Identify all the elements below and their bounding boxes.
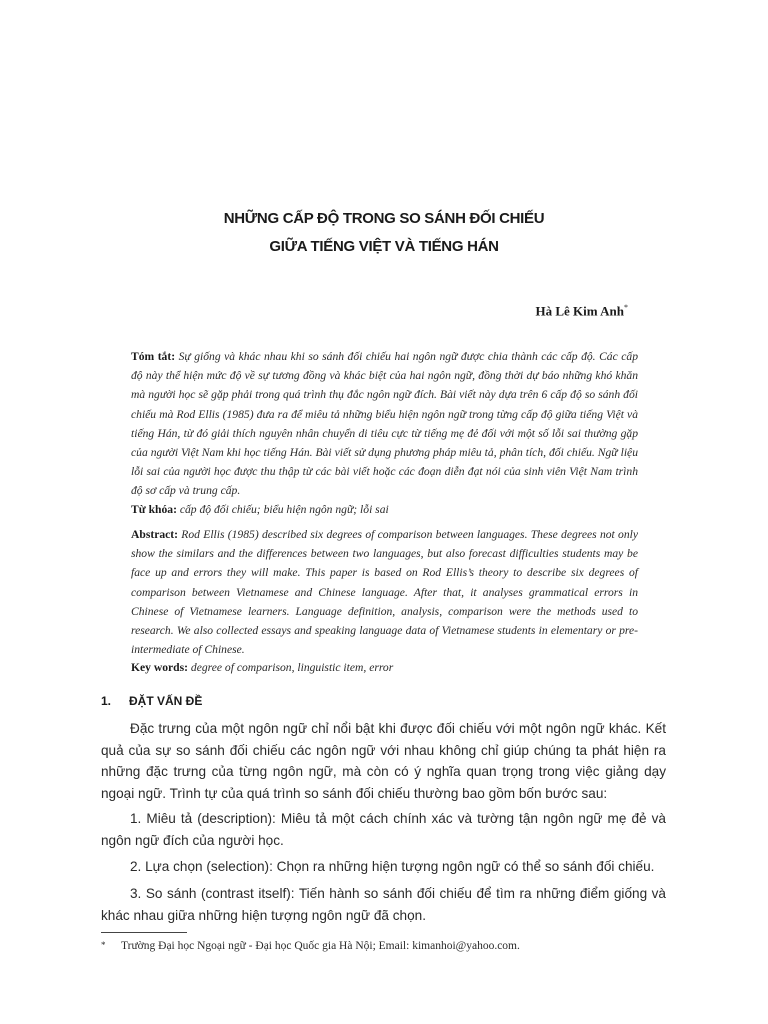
abstract-english bbox=[131, 525, 638, 659]
keywords-en-label: Key words: bbox=[131, 661, 188, 674]
body-paragraph-intro bbox=[101, 718, 666, 804]
keywords-english bbox=[131, 658, 638, 677]
footnote bbox=[101, 940, 671, 952]
abstract-vietnamese bbox=[131, 347, 638, 501]
section-title: ĐẶT VẤN ĐỀ bbox=[129, 694, 203, 708]
abstract-vi-text: Sự giống và khác nhau khi so sánh đối chiếu hai ngôn ngữ được chia thành các cấp độ. Các cấp độ này thể hiện mức độ về sự tương đồng và khác biệt của hai ngôn ngữ, đồng thời dự báo những khó khăn mà người học sẽ gặp phải trong quá trình thụ đắc ngôn ngữ đích. Bài viết này dựa trên 6 cấp độ so sánh đối chiếu mà Rod Ellis (1985) đưa ra để miêu tả những biểu hiện ngôn ngữ trong từng cấp độ giữa tiếng Việt và tiếng Hán, từ đó giải thích nguyên nhân chuyển di tiêu cực từ tiếng mẹ đẻ đối với một số lỗi sai thường gặp của người Việt Nam khi học tiếng Hán. Bài viết sử dụng phương pháp miêu tả, phân tích, đối chiếu. Ngữ liệu lỗi sai của người học được thu thập từ các bài viết hoặc các đoạn diễn đạt nói của sinh viên Việt Nam trình độ sơ cấp và trung cấp. bbox=[131, 350, 638, 498]
keywords-vi-label: Từ khóa: bbox=[131, 503, 177, 516]
list-item-1-text: 1. Miêu tả (description): Miêu tả một cách chính xác và tường tận ngôn ngữ mẹ đẻ và ngôn ngữ đích của người học. bbox=[101, 811, 666, 848]
list-item-selection bbox=[101, 856, 666, 878]
paper-title-line-1: NHỮNG CẤP ĐỘ TRONG SO SÁNH ĐỐI CHIẾU bbox=[223, 210, 545, 227]
author bbox=[536, 303, 629, 319]
list-item-3-text: 3. So sánh (contrast itself): Tiến hành so sánh đối chiếu để tìm ra những điểm giống và khác nhau giữa những hiện tượng ngôn ngữ đã chọn. bbox=[101, 886, 666, 923]
paper-title-line-2: GIỮA TIẾNG VIỆT VÀ TIẾNG HÁN bbox=[269, 238, 499, 255]
footnote-text: Trường Đại học Ngoại ngữ - Đại học Quốc gia Hà Nội; Email: kimanhoi@yahoo.com. bbox=[121, 940, 520, 952]
author-name: Hà Lê Kim Anh bbox=[535, 303, 624, 319]
list-item-2-text: 2. Lựa chọn (selection): Chọn ra những hiện tượng ngôn ngữ có thể so sánh đối chiếu. bbox=[130, 859, 655, 874]
keywords-en-text: degree of comparison, linguistic item, error bbox=[190, 661, 394, 674]
intro-text: Đặc trưng của một ngôn ngữ chỉ nổi bật khi được đối chiếu với một ngôn ngữ khác. Kết quả của sự so sánh đối chiếu các ngôn ngữ với nhau không chỉ giúp chúng ta phát hiện ra những đặc trưng của từng ngôn ngữ, mà còn có ý nghĩa quan trọng trong việc giảng dạy ngoại ngữ. Trình tự của quá trình so sánh đối chiếu thường bao gồm bốn bước sau: bbox=[101, 721, 666, 801]
abstract-vi-label: Tóm tắt: bbox=[131, 350, 176, 363]
section-heading bbox=[101, 694, 202, 708]
list-item-description bbox=[101, 808, 666, 851]
abstract-en-text: Rod Ellis (1985) described six degrees of comparison between languages. These degrees not only show the similars and the differences between two languages, but also forecast difficulties students may be face up and errors they will make. This paper is based on Rod Ellis’s theory to describe six degrees of comparison between Vietnamese and Chinese language. After that, it analyses grammatical errors in Chinese of Vietnamese learners. Language definition, analysis, comparison were the methods used to research. We also collected essays and speaking language data of Vietnamese students in elementary or pre-intermediate of Chinese. bbox=[131, 528, 638, 657]
keywords-vietnamese bbox=[131, 500, 638, 519]
section-number: 1. bbox=[101, 694, 112, 708]
author-footnote-marker: * bbox=[624, 303, 628, 312]
abstract-en-label: Abstract: bbox=[131, 528, 179, 541]
list-item-contrast bbox=[101, 883, 666, 926]
keywords-vi-text: cấp độ đối chiếu; biểu hiện ngôn ngữ; lỗi sai bbox=[179, 503, 389, 516]
footnote-divider bbox=[101, 932, 187, 933]
footnote-marker: * bbox=[101, 940, 106, 950]
